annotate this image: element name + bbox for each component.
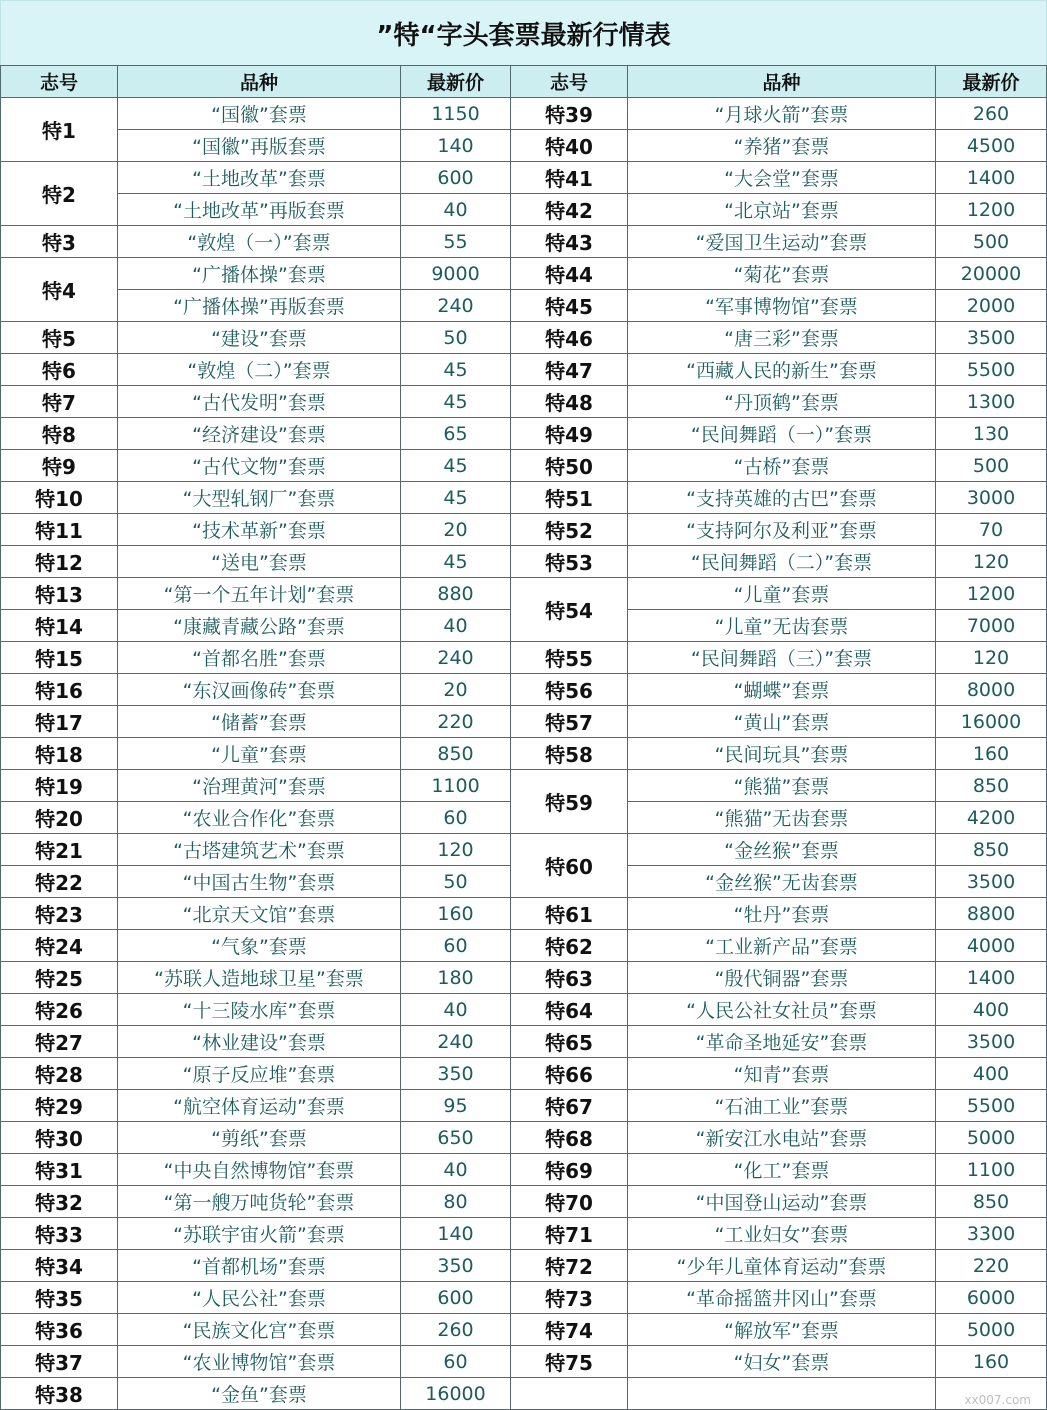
latest-price-cell: 45 bbox=[401, 450, 511, 482]
stamp-code-cell: 特74 bbox=[511, 1314, 628, 1346]
stamp-code-cell: 特13 bbox=[1, 578, 118, 610]
latest-price-cell: 160 bbox=[401, 898, 511, 930]
stamp-code-cell: 特1 bbox=[1, 98, 118, 162]
stamp-code-cell: 特59 bbox=[511, 770, 628, 834]
stamp-code-cell: 特48 bbox=[511, 386, 628, 418]
stamp-set-name-cell: “人民公社”套票 bbox=[118, 1282, 401, 1314]
stamp-code-cell: 特38 bbox=[1, 1378, 118, 1410]
latest-price-cell: 880 bbox=[401, 578, 511, 610]
stamp-set-name-cell: “民间舞蹈（三）”套票 bbox=[628, 642, 936, 674]
stamp-set-name-cell: “敦煌（二）”套票 bbox=[118, 354, 401, 386]
latest-price-cell: 140 bbox=[401, 130, 511, 162]
stamp-set-name-cell: “民间舞蹈（二）”套票 bbox=[628, 546, 936, 578]
stamp-set-name-cell: “土地改革”再版套票 bbox=[118, 194, 401, 226]
latest-price-cell: 45 bbox=[401, 546, 511, 578]
empty-cell bbox=[628, 1378, 936, 1410]
stamp-code-cell: 特62 bbox=[511, 930, 628, 962]
stamp-code-cell: 特36 bbox=[1, 1314, 118, 1346]
latest-price-cell: 1300 bbox=[936, 386, 1047, 418]
stamp-set-name-cell: “古代发明”套票 bbox=[118, 386, 401, 418]
stamp-code-cell: 特8 bbox=[1, 418, 118, 450]
latest-price-cell: 500 bbox=[936, 226, 1047, 258]
stamp-set-name-cell: “首都名胜”套票 bbox=[118, 642, 401, 674]
latest-price-cell: 1100 bbox=[401, 770, 511, 802]
stamp-set-name-cell: “古塔建筑艺术”套票 bbox=[118, 834, 401, 866]
latest-price-cell: 6000 bbox=[936, 1282, 1047, 1314]
stamp-code-cell: 特28 bbox=[1, 1058, 118, 1090]
stamp-set-name-cell: “广播体操”套票 bbox=[118, 258, 401, 290]
latest-price-cell: 120 bbox=[401, 834, 511, 866]
latest-price-cell: 20 bbox=[401, 514, 511, 546]
stamp-code-cell: 特23 bbox=[1, 898, 118, 930]
stamp-set-name-cell: “剪纸”套票 bbox=[118, 1122, 401, 1154]
stamp-set-name-cell: “原子反应堆”套票 bbox=[118, 1058, 401, 1090]
latest-price-cell: 400 bbox=[936, 994, 1047, 1026]
stamp-code-cell: 特54 bbox=[511, 578, 628, 642]
latest-price-cell: 20000 bbox=[936, 258, 1047, 290]
stamp-set-name-cell: “经济建设”套票 bbox=[118, 418, 401, 450]
stamp-code-cell: 特35 bbox=[1, 1282, 118, 1314]
stamp-code-cell: 特18 bbox=[1, 738, 118, 770]
stamp-code-cell: 特14 bbox=[1, 610, 118, 642]
latest-price-cell: 120 bbox=[936, 642, 1047, 674]
stamp-code-cell: 特57 bbox=[511, 706, 628, 738]
stamp-set-name-cell: “大型轧钢厂”套票 bbox=[118, 482, 401, 514]
latest-price-cell: 50 bbox=[401, 866, 511, 898]
latest-price-cell: 220 bbox=[401, 706, 511, 738]
latest-price-cell: 60 bbox=[401, 802, 511, 834]
stamp-set-name-cell: “建设”套票 bbox=[118, 322, 401, 354]
stamp-set-name-cell: “知青”套票 bbox=[628, 1058, 936, 1090]
stamp-set-name-cell: “首都机场”套票 bbox=[118, 1250, 401, 1282]
latest-price-cell: 40 bbox=[401, 610, 511, 642]
empty-cell bbox=[511, 1378, 628, 1410]
latest-price-cell: 220 bbox=[936, 1250, 1047, 1282]
stamp-code-cell: 特44 bbox=[511, 258, 628, 290]
latest-price-cell: 16000 bbox=[936, 706, 1047, 738]
latest-price-cell: 850 bbox=[936, 834, 1047, 866]
stamp-set-name-cell: “工业新产品”套票 bbox=[628, 930, 936, 962]
stamp-set-name-cell: “中国登山运动”套票 bbox=[628, 1186, 936, 1218]
stamp-set-name-cell: “妇女”套票 bbox=[628, 1346, 936, 1378]
latest-price-cell: 45 bbox=[401, 386, 511, 418]
stamp-set-name-cell: “民间玩具”套票 bbox=[628, 738, 936, 770]
stamp-code-cell: 特4 bbox=[1, 258, 118, 322]
stamp-set-name-cell: “中央自然博物馆”套票 bbox=[118, 1154, 401, 1186]
latest-price-cell: 60 bbox=[401, 930, 511, 962]
stamp-code-cell: 特34 bbox=[1, 1250, 118, 1282]
header-price-left: 最新价 bbox=[401, 66, 511, 98]
stamp-code-cell: 特63 bbox=[511, 962, 628, 994]
stamp-set-name-cell: “储蓄”套票 bbox=[118, 706, 401, 738]
stamp-set-name-cell: “解放军”套票 bbox=[628, 1314, 936, 1346]
latest-price-cell: 350 bbox=[401, 1058, 511, 1090]
stamp-set-name-cell: “国徽”套票 bbox=[118, 98, 401, 130]
stamp-set-name-cell: “大会堂”套票 bbox=[628, 162, 936, 194]
stamp-code-cell: 特56 bbox=[511, 674, 628, 706]
stamp-set-name-cell: “民族文化宫”套票 bbox=[118, 1314, 401, 1346]
stamp-code-cell: 特30 bbox=[1, 1122, 118, 1154]
stamp-set-name-cell: “殷代铜器”套票 bbox=[628, 962, 936, 994]
stamp-set-name-cell: “敦煌（一）”套票 bbox=[118, 226, 401, 258]
stamp-set-name-cell: “北京天文馆”套票 bbox=[118, 898, 401, 930]
stamp-set-name-cell: “北京站”套票 bbox=[628, 194, 936, 226]
latest-price-cell: 240 bbox=[401, 1026, 511, 1058]
stamp-code-cell: 特37 bbox=[1, 1346, 118, 1378]
latest-price-cell: 120 bbox=[936, 546, 1047, 578]
stamp-code-cell: 特58 bbox=[511, 738, 628, 770]
latest-price-cell: 95 bbox=[401, 1090, 511, 1122]
stamp-set-name-cell: “农业合作化”套票 bbox=[118, 802, 401, 834]
stamp-code-cell: 特6 bbox=[1, 354, 118, 386]
stamp-code-cell: 特39 bbox=[511, 98, 628, 130]
stamp-set-name-cell: “菊花”套票 bbox=[628, 258, 936, 290]
stamp-set-name-cell: “农业博物馆”套票 bbox=[118, 1346, 401, 1378]
latest-price-cell: 1200 bbox=[936, 578, 1047, 610]
latest-price-cell: 7000 bbox=[936, 610, 1047, 642]
header-code-left: 志号 bbox=[1, 66, 118, 98]
stamp-code-cell: 特21 bbox=[1, 834, 118, 866]
stamp-set-name-cell: “技术革新”套票 bbox=[118, 514, 401, 546]
stamp-set-name-cell: “土地改革”套票 bbox=[118, 162, 401, 194]
stamp-code-cell: 特64 bbox=[511, 994, 628, 1026]
latest-price-cell: 1400 bbox=[936, 962, 1047, 994]
stamp-code-cell: 特10 bbox=[1, 482, 118, 514]
stamp-code-cell: 特42 bbox=[511, 194, 628, 226]
stamp-code-cell: 特73 bbox=[511, 1282, 628, 1314]
stamp-code-cell: 特9 bbox=[1, 450, 118, 482]
stamp-code-cell: 特68 bbox=[511, 1122, 628, 1154]
latest-price-cell: 3300 bbox=[936, 1218, 1047, 1250]
latest-price-cell: 40 bbox=[401, 1154, 511, 1186]
stamp-code-cell: 特52 bbox=[511, 514, 628, 546]
stamp-set-name-cell: “儿童”套票 bbox=[118, 738, 401, 770]
stamp-set-name-cell: “支持英雄的古巴”套票 bbox=[628, 482, 936, 514]
header-price-right: 最新价 bbox=[936, 66, 1047, 98]
latest-price-cell: 600 bbox=[401, 1282, 511, 1314]
latest-price-cell: 2000 bbox=[936, 290, 1047, 322]
stamp-set-name-cell: “支持阿尔及利亚”套票 bbox=[628, 514, 936, 546]
stamp-set-name-cell: “国徽”再版套票 bbox=[118, 130, 401, 162]
stamp-set-name-cell: “丹顶鹤”套票 bbox=[628, 386, 936, 418]
latest-price-cell: 5500 bbox=[936, 1090, 1047, 1122]
stamp-set-name-cell: “牡丹”套票 bbox=[628, 898, 936, 930]
stamp-set-name-cell: “熊猫”无齿套票 bbox=[628, 802, 936, 834]
latest-price-cell: 3000 bbox=[936, 482, 1047, 514]
stamp-set-name-cell: “林业建设”套票 bbox=[118, 1026, 401, 1058]
price-table bbox=[0, 65, 1047, 1410]
stamp-set-name-cell: “化工”套票 bbox=[628, 1154, 936, 1186]
stamp-set-name-cell: “养猪”套票 bbox=[628, 130, 936, 162]
stamp-code-cell: 特50 bbox=[511, 450, 628, 482]
latest-price-cell: 160 bbox=[936, 1346, 1047, 1378]
latest-price-cell: 500 bbox=[936, 450, 1047, 482]
stamp-code-cell: 特55 bbox=[511, 642, 628, 674]
stamp-code-cell: 特29 bbox=[1, 1090, 118, 1122]
stamp-code-cell: 特40 bbox=[511, 130, 628, 162]
stamp-code-cell: 特45 bbox=[511, 290, 628, 322]
stamp-set-name-cell: “革命摇篮井冈山”套票 bbox=[628, 1282, 936, 1314]
header-code-right: 志号 bbox=[511, 66, 628, 98]
latest-price-cell: 3500 bbox=[936, 322, 1047, 354]
latest-price-cell: 4200 bbox=[936, 802, 1047, 834]
latest-price-cell: 260 bbox=[936, 98, 1047, 130]
stamp-set-name-cell: “黄山”套票 bbox=[628, 706, 936, 738]
latest-price-cell: 40 bbox=[401, 994, 511, 1026]
stamp-code-cell: 特70 bbox=[511, 1186, 628, 1218]
latest-price-cell: 45 bbox=[401, 354, 511, 386]
stamp-code-cell: 特60 bbox=[511, 834, 628, 898]
latest-price-cell: 1200 bbox=[936, 194, 1047, 226]
latest-price-cell: 16000 bbox=[401, 1378, 511, 1410]
stamp-code-cell: 特27 bbox=[1, 1026, 118, 1058]
latest-price-cell: 4000 bbox=[936, 930, 1047, 962]
stamp-code-cell: 特20 bbox=[1, 802, 118, 834]
page-title: ”特“字头套票最新行情表 bbox=[0, 0, 1047, 65]
latest-price-cell: 50 bbox=[401, 322, 511, 354]
stamp-code-cell: 特71 bbox=[511, 1218, 628, 1250]
latest-price-cell: 4500 bbox=[936, 130, 1047, 162]
latest-price-cell: 20 bbox=[401, 674, 511, 706]
latest-price-cell: 3500 bbox=[936, 1026, 1047, 1058]
header-variety-left: 品种 bbox=[118, 66, 401, 98]
stamp-code-cell: 特24 bbox=[1, 930, 118, 962]
stamp-code-cell: 特61 bbox=[511, 898, 628, 930]
stamp-set-name-cell: “人民公社女社员”套票 bbox=[628, 994, 936, 1026]
latest-price-cell: 60 bbox=[401, 1346, 511, 1378]
latest-price-cell: 350 bbox=[401, 1250, 511, 1282]
latest-price-cell: 8000 bbox=[936, 674, 1047, 706]
latest-price-cell: 45 bbox=[401, 482, 511, 514]
stamp-set-name-cell: “唐三彩”套票 bbox=[628, 322, 936, 354]
stamp-code-cell: 特46 bbox=[511, 322, 628, 354]
latest-price-cell: 9000 bbox=[401, 258, 511, 290]
stamp-set-name-cell: “金丝猴”无齿套票 bbox=[628, 866, 936, 898]
stamp-code-cell: 特15 bbox=[1, 642, 118, 674]
latest-price-cell: 140 bbox=[401, 1218, 511, 1250]
latest-price-cell: 8800 bbox=[936, 898, 1047, 930]
latest-price-cell: 850 bbox=[401, 738, 511, 770]
stamp-set-name-cell: “第一艘万吨货轮”套票 bbox=[118, 1186, 401, 1218]
latest-price-cell: 65 bbox=[401, 418, 511, 450]
watermark: xx007.com bbox=[964, 1393, 1031, 1407]
stamp-code-cell: 特41 bbox=[511, 162, 628, 194]
latest-price-cell: 180 bbox=[401, 962, 511, 994]
stamp-set-name-cell: “熊猫”套票 bbox=[628, 770, 936, 802]
stamp-set-name-cell: “金鱼”套票 bbox=[118, 1378, 401, 1410]
latest-price-cell: 240 bbox=[401, 642, 511, 674]
stamp-code-cell: 特12 bbox=[1, 546, 118, 578]
header-variety-right: 品种 bbox=[628, 66, 936, 98]
latest-price-cell: 400 bbox=[936, 1058, 1047, 1090]
latest-price-cell: 160 bbox=[936, 738, 1047, 770]
stamp-set-name-cell: “新安江水电站”套票 bbox=[628, 1122, 936, 1154]
latest-price-cell: 1150 bbox=[401, 98, 511, 130]
stamp-set-name-cell: “西藏人民的新生”套票 bbox=[628, 354, 936, 386]
stamp-set-name-cell: “工业妇女”套票 bbox=[628, 1218, 936, 1250]
stamp-set-name-cell: “军事博物馆”套票 bbox=[628, 290, 936, 322]
stamp-set-name-cell: “康藏青藏公路”套票 bbox=[118, 610, 401, 642]
stamp-set-name-cell: “苏联人造地球卫星”套票 bbox=[118, 962, 401, 994]
stamp-code-cell: 特66 bbox=[511, 1058, 628, 1090]
stamp-code-cell: 特16 bbox=[1, 674, 118, 706]
stamp-code-cell: 特26 bbox=[1, 994, 118, 1026]
stamp-set-name-cell: “十三陵水库”套票 bbox=[118, 994, 401, 1026]
stamp-set-name-cell: “第一个五年计划”套票 bbox=[118, 578, 401, 610]
stamp-set-name-cell: “气象”套票 bbox=[118, 930, 401, 962]
stamp-code-cell: 特2 bbox=[1, 162, 118, 226]
stamp-code-cell: 特47 bbox=[511, 354, 628, 386]
stamp-set-name-cell: “古桥”套票 bbox=[628, 450, 936, 482]
stamp-set-name-cell: “古代文物”套票 bbox=[118, 450, 401, 482]
stamp-code-cell: 特25 bbox=[1, 962, 118, 994]
stamp-code-cell: 特51 bbox=[511, 482, 628, 514]
latest-price-cell: 260 bbox=[401, 1314, 511, 1346]
stamp-code-cell: 特67 bbox=[511, 1090, 628, 1122]
stamp-code-cell: 特17 bbox=[1, 706, 118, 738]
stamp-set-name-cell: “蝴蝶”套票 bbox=[628, 674, 936, 706]
latest-price-cell: 40 bbox=[401, 194, 511, 226]
stamp-set-name-cell: “儿童”无齿套票 bbox=[628, 610, 936, 642]
stamp-code-cell: 特43 bbox=[511, 226, 628, 258]
stamp-code-cell: 特22 bbox=[1, 866, 118, 898]
latest-price-cell: 600 bbox=[401, 162, 511, 194]
latest-price-cell: 5000 bbox=[936, 1122, 1047, 1154]
stamp-code-cell: 特65 bbox=[511, 1026, 628, 1058]
latest-price-cell: 850 bbox=[936, 770, 1047, 802]
latest-price-cell: 80 bbox=[401, 1186, 511, 1218]
stamp-code-cell: 特31 bbox=[1, 1154, 118, 1186]
latest-price-cell: 3500 bbox=[936, 866, 1047, 898]
latest-price-cell: 5000 bbox=[936, 1314, 1047, 1346]
stamp-set-name-cell: “民间舞蹈（一）”套票 bbox=[628, 418, 936, 450]
stamp-set-name-cell: “月球火箭”套票 bbox=[628, 98, 936, 130]
stamp-set-name-cell: “送电”套票 bbox=[118, 546, 401, 578]
stamp-code-cell: 特69 bbox=[511, 1154, 628, 1186]
stamp-code-cell: 特19 bbox=[1, 770, 118, 802]
stamp-code-cell: 特75 bbox=[511, 1346, 628, 1378]
stamp-code-cell: 特7 bbox=[1, 386, 118, 418]
stamp-set-name-cell: “航空体育运动”套票 bbox=[118, 1090, 401, 1122]
stamp-set-name-cell: “中国古生物”套票 bbox=[118, 866, 401, 898]
stamp-code-cell: 特53 bbox=[511, 546, 628, 578]
latest-price-cell: 650 bbox=[401, 1122, 511, 1154]
stamp-set-name-cell: “东汉画像砖”套票 bbox=[118, 674, 401, 706]
latest-price-cell: 850 bbox=[936, 1186, 1047, 1218]
latest-price-cell: 240 bbox=[401, 290, 511, 322]
stamp-code-cell: 特5 bbox=[1, 322, 118, 354]
latest-price-cell: 1400 bbox=[936, 162, 1047, 194]
stamp-code-cell: 特33 bbox=[1, 1218, 118, 1250]
stamp-code-cell: 特3 bbox=[1, 226, 118, 258]
latest-price-cell: 55 bbox=[401, 226, 511, 258]
stamp-code-cell: 特11 bbox=[1, 514, 118, 546]
stamp-set-name-cell: “石油工业”套票 bbox=[628, 1090, 936, 1122]
stamp-code-cell: 特49 bbox=[511, 418, 628, 450]
latest-price-cell: 130 bbox=[936, 418, 1047, 450]
stamp-code-cell: 特32 bbox=[1, 1186, 118, 1218]
stamp-set-name-cell: “革命圣地延安”套票 bbox=[628, 1026, 936, 1058]
latest-price-cell: 1100 bbox=[936, 1154, 1047, 1186]
stamp-set-name-cell: “治理黄河”套票 bbox=[118, 770, 401, 802]
stamp-set-name-cell: “广播体操”再版套票 bbox=[118, 290, 401, 322]
stamp-set-name-cell: “爱国卫生运动”套票 bbox=[628, 226, 936, 258]
latest-price-cell: 70 bbox=[936, 514, 1047, 546]
stamp-set-name-cell: “苏联宇宙火箭”套票 bbox=[118, 1218, 401, 1250]
stamp-set-name-cell: “儿童”套票 bbox=[628, 578, 936, 610]
stamp-set-name-cell: “少年儿童体育运动”套票 bbox=[628, 1250, 936, 1282]
stamp-code-cell: 特72 bbox=[511, 1250, 628, 1282]
latest-price-cell: 5500 bbox=[936, 354, 1047, 386]
stamp-set-name-cell: “金丝猴”套票 bbox=[628, 834, 936, 866]
